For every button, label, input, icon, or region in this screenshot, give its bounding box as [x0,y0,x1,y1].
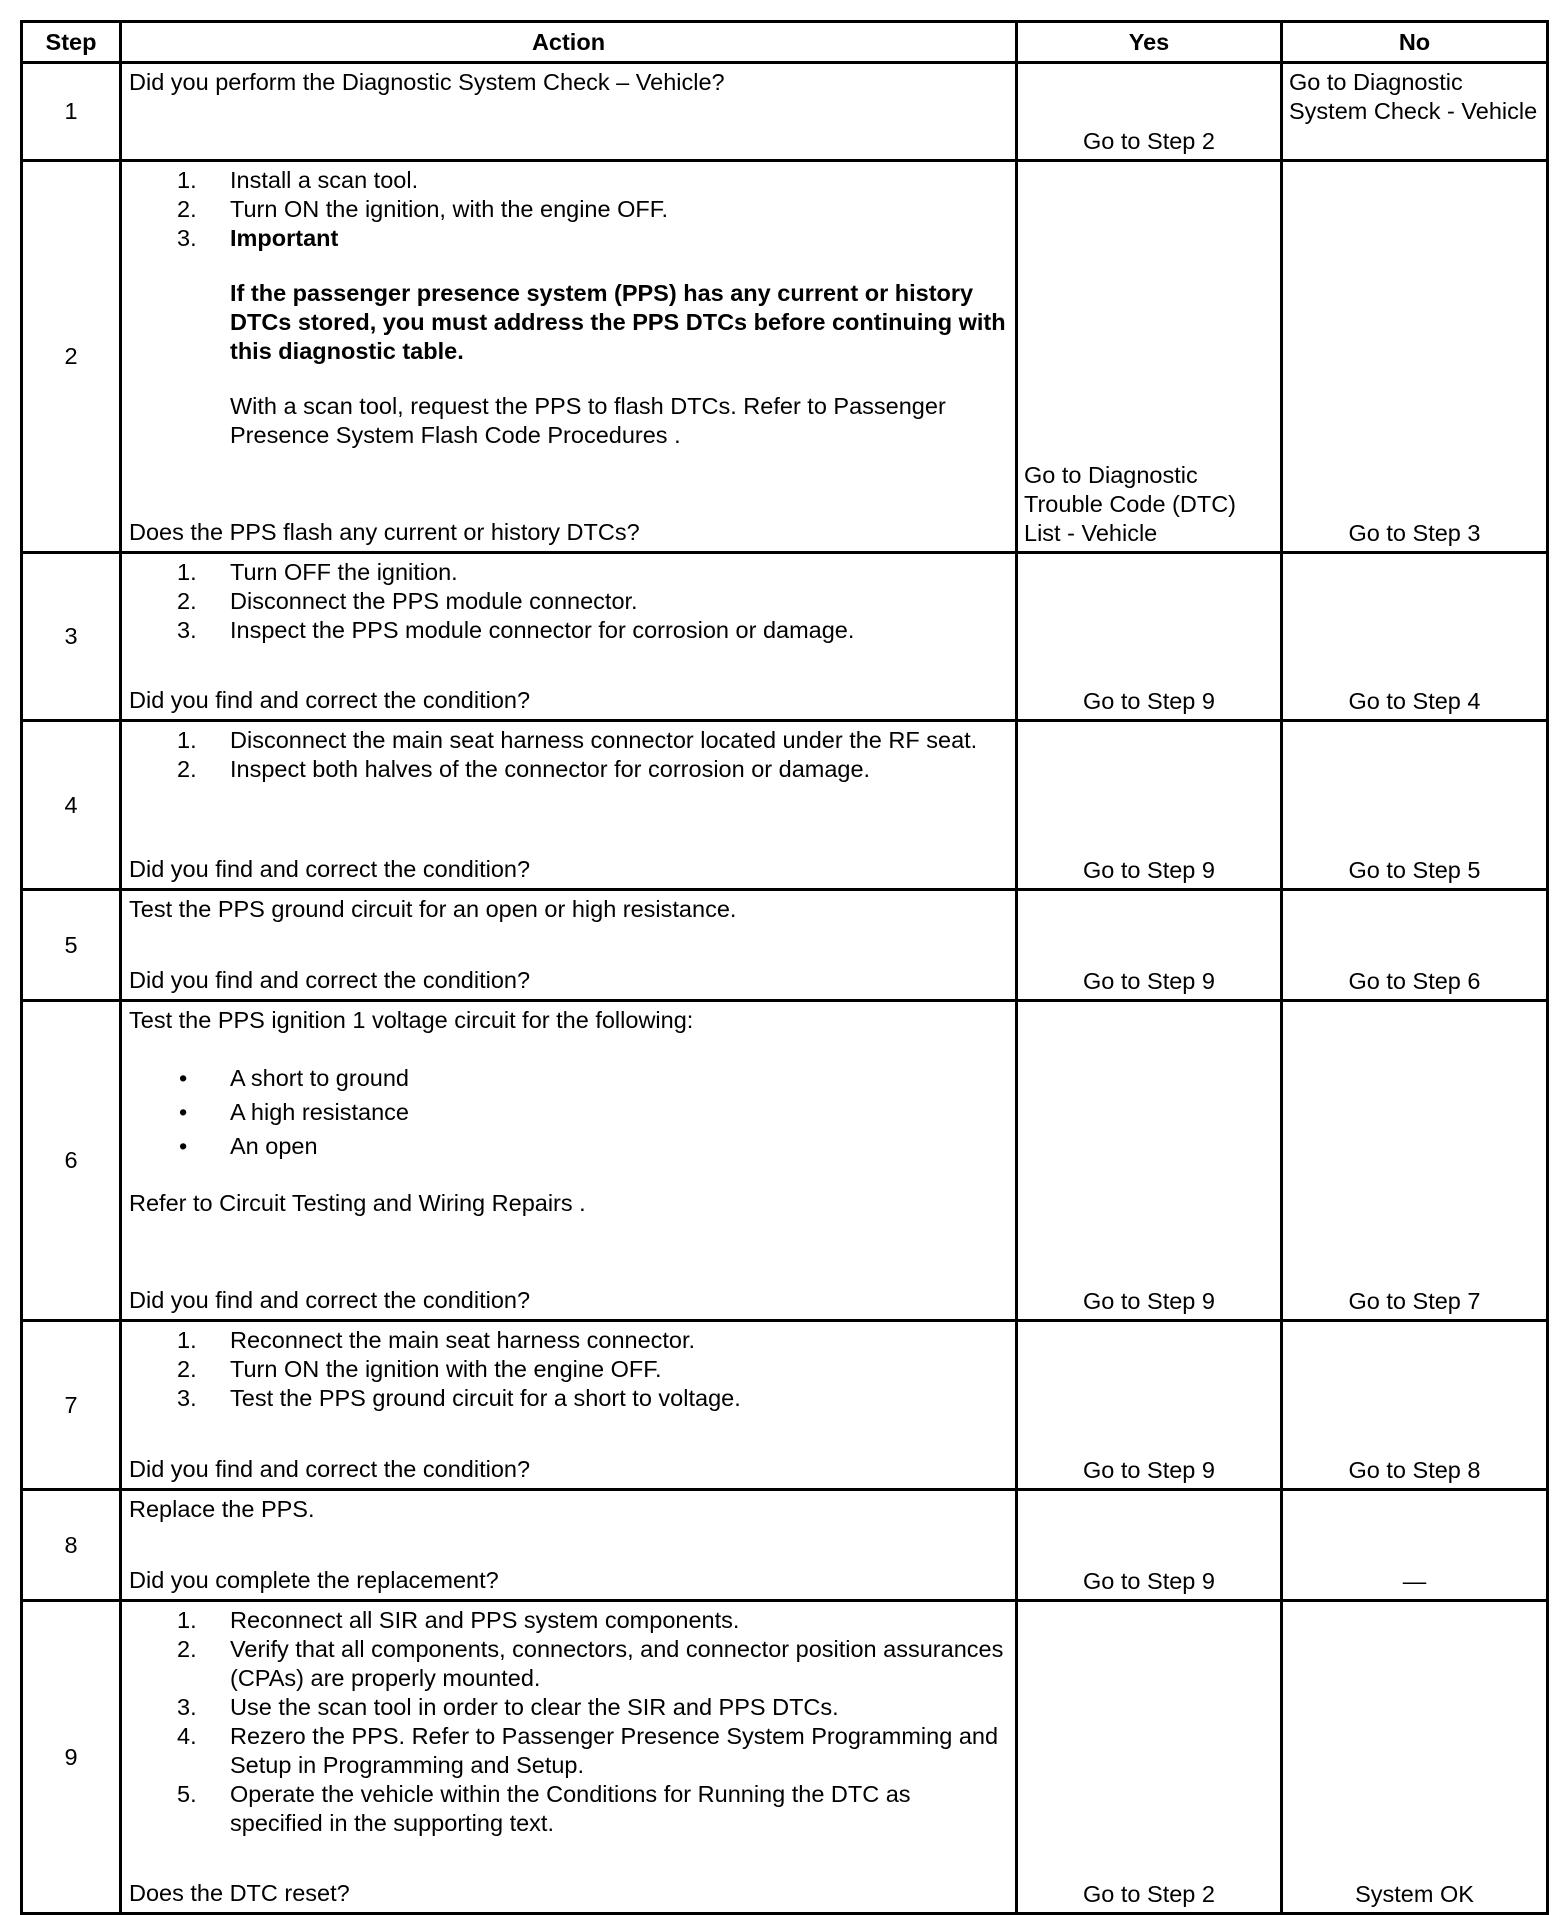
yes-link[interactable]: Go to Step 9 [1083,688,1215,714]
important-label: Important [230,225,339,251]
action-text: Test the PPS ignition 1 voltage circuit for the following: [129,1007,694,1033]
list-number: 3. [177,617,197,643]
list-number: 1. [177,1327,197,1353]
list-item: 4. Rezero the PPS. Refer to Passenger Presence System Programming and Setup in Programming and Setup. [177,1723,999,1778]
list-number: 4. [177,1723,197,1749]
table-row-step-8 [22,1490,1548,1601]
yes-link[interactable]: Go to Diagnostic Trouble Code (DTC) List - Vehicle [1024,462,1236,546]
step-number: 6 [22,1001,121,1321]
no-cell [1282,1601,1548,1914]
no-link[interactable]: Go to Step 3 [1348,520,1481,546]
list-number: 2. [177,196,197,222]
action-steps [129,166,1007,253]
list-item: 1. Install a scan tool. [177,167,419,193]
action-question: Does the PPS flash any current or history DTCs? [129,519,640,545]
action-text: Replace the PPS. [129,1496,315,1522]
yes-cell [1017,1490,1282,1601]
list-item: 3. Inspect the PPS module connector for corrosion or damage. [177,617,855,643]
action-cell [121,721,1017,890]
table-row-step-9 [22,1601,1548,1914]
list-item: 3. Test the PPS ground circuit for a short to voltage. [177,1385,741,1411]
no-cell [1282,1490,1548,1601]
no-link[interactable]: Go to Step 7 [1348,1288,1481,1314]
diagnostic-table [20,20,1549,1915]
list-number: 2. [177,1356,197,1382]
list-number: 1. [177,167,197,193]
list-number: 2. [177,588,197,614]
bullet-icon: • [179,1099,188,1125]
header-no: No [1282,22,1548,63]
table-row-step-7 [22,1321,1548,1490]
step-number: 7 [22,1321,121,1490]
no-link[interactable]: Go to Step 6 [1348,968,1481,994]
no-cell [1282,161,1548,553]
step-number: 8 [22,1490,121,1601]
table-row-step-4 [22,721,1548,890]
action-steps [129,558,1007,645]
condition-list [129,1061,1007,1163]
step-number: 2 [22,161,121,553]
no-result: System OK [1355,1881,1474,1907]
action-question: Did you find and correct the condition? [129,856,531,882]
yes-cell [1017,890,1282,1001]
bullet-icon: • [179,1133,188,1159]
list-item: 2. Verify that all components, connectors, and connector position assurances (CPAs) are properly mounted. [177,1636,1004,1691]
list-item: 2. Turn ON the ignition, with the engine OFF. [177,196,669,222]
table-row-step-1 [22,63,1548,161]
list-number: 1. [177,727,197,753]
list-number: 1. [177,559,197,585]
list-item: • A short to ground [129,1061,1007,1095]
action-text: Did you perform the Diagnostic System Check – Vehicle? [129,69,725,95]
list-number: 1. [177,1607,197,1633]
yes-link[interactable]: Go to Step 9 [1083,1457,1215,1483]
action-cell [121,161,1017,553]
bullet-icon: • [179,1065,188,1091]
list-item: 2. Disconnect the PPS module connector. [177,588,638,614]
no-cell [1282,1321,1548,1490]
action-cell [121,890,1017,1001]
no-cell [1282,553,1548,721]
action-cell [121,1001,1017,1321]
list-item: 1. Turn OFF the ignition. [177,559,458,585]
list-item: 3. Use the scan tool in order to clear the SIR and PPS DTCs. [177,1694,839,1720]
step-number: 5 [22,890,121,1001]
list-item: 1. Disconnect the main seat harness connector located under the RF seat. [177,727,978,753]
no-cell [1282,1001,1548,1321]
table-row-step-6 [22,1001,1548,1321]
header-action: Action [121,22,1017,63]
yes-cell [1017,1601,1282,1914]
yes-link[interactable]: Go to Step 2 [1083,128,1215,154]
action-question: Did you find and correct the condition? [129,1287,531,1313]
reference-note: Refer to Circuit Testing and Wiring Repairs . [129,1190,586,1216]
no-link[interactable]: Go to Diagnostic System Check - Vehicle [1289,69,1538,124]
list-number: 2. [177,756,197,782]
list-number: 2. [177,1636,197,1662]
list-number: 3. [177,1385,197,1411]
list-number: 3. [177,225,197,251]
table-row-step-5 [22,890,1548,1001]
action-steps [129,1606,1007,1838]
yes-link[interactable]: Go to Step 9 [1083,1568,1215,1594]
action-question: Did you complete the replacement? [129,1567,499,1593]
yes-cell [1017,63,1282,161]
action-question: Does the DTC reset? [129,1880,350,1906]
yes-link[interactable]: Go to Step 2 [1083,1881,1215,1907]
list-item: • A high resistance [129,1095,1007,1129]
action-steps [129,726,1007,784]
step-number: 1 [22,63,121,161]
list-item: 1. Reconnect the main seat harness connector. [177,1327,696,1353]
step-number: 4 [22,721,121,890]
no-cell [1282,890,1548,1001]
step-number: 9 [22,1601,121,1914]
procedure-note: With a scan tool, request the PPS to flash DTCs. Refer to Passenger Presence System Flash Code Procedures . [230,393,946,448]
no-cell [1282,63,1548,161]
action-question: Did you find and correct the condition? [129,1456,531,1482]
list-item: 1. Reconnect all SIR and PPS system components. [177,1607,740,1633]
yes-cell [1017,553,1282,721]
no-link[interactable]: Go to Step 5 [1348,857,1481,883]
list-item: • An open [129,1129,1007,1163]
action-question: Did you find and correct the condition? [129,687,531,713]
no-dash: — [1402,1568,1427,1594]
list-item: 2. Inspect both halves of the connector for corrosion or damage. [177,756,871,782]
action-cell [121,553,1017,721]
step-number: 3 [22,553,121,721]
yes-link[interactable]: Go to Step 9 [1083,857,1215,883]
no-cell [1282,721,1548,890]
action-text: Test the PPS ground circuit for an open or high resistance. [129,896,737,922]
yes-cell [1017,161,1282,553]
list-item: 2. Turn ON the ignition with the engine OFF. [177,1356,662,1382]
action-cell [121,63,1017,161]
header-step: Step [22,22,121,63]
list-number: 5. [177,1781,197,1807]
important-note: If the passenger presence system (PPS) has any current or history DTCs stored, you must address the PPS DTCs before continuing with this diagnostic table. [230,280,1006,364]
no-link[interactable]: Go to Step 8 [1348,1457,1481,1483]
action-cell [121,1601,1017,1914]
no-link[interactable]: Go to Step 4 [1348,688,1481,714]
header-row [22,22,1548,63]
yes-link[interactable]: Go to Step 9 [1083,968,1215,994]
table-row-step-2 [22,161,1548,553]
list-number: 3. [177,1694,197,1720]
yes-cell [1017,1001,1282,1321]
header-yes: Yes [1017,22,1282,63]
yes-cell [1017,1321,1282,1490]
yes-link[interactable]: Go to Step 9 [1083,1288,1215,1314]
action-cell [121,1490,1017,1601]
action-cell [121,1321,1017,1490]
table-row-step-3 [22,553,1548,721]
action-steps [129,1326,1007,1413]
yes-cell [1017,721,1282,890]
list-item [129,224,1007,253]
action-question: Did you find and correct the condition? [129,967,531,993]
list-item: 5. Operate the vehicle within the Conditions for Running the DTC as specified in the supporting text. [177,1781,911,1836]
